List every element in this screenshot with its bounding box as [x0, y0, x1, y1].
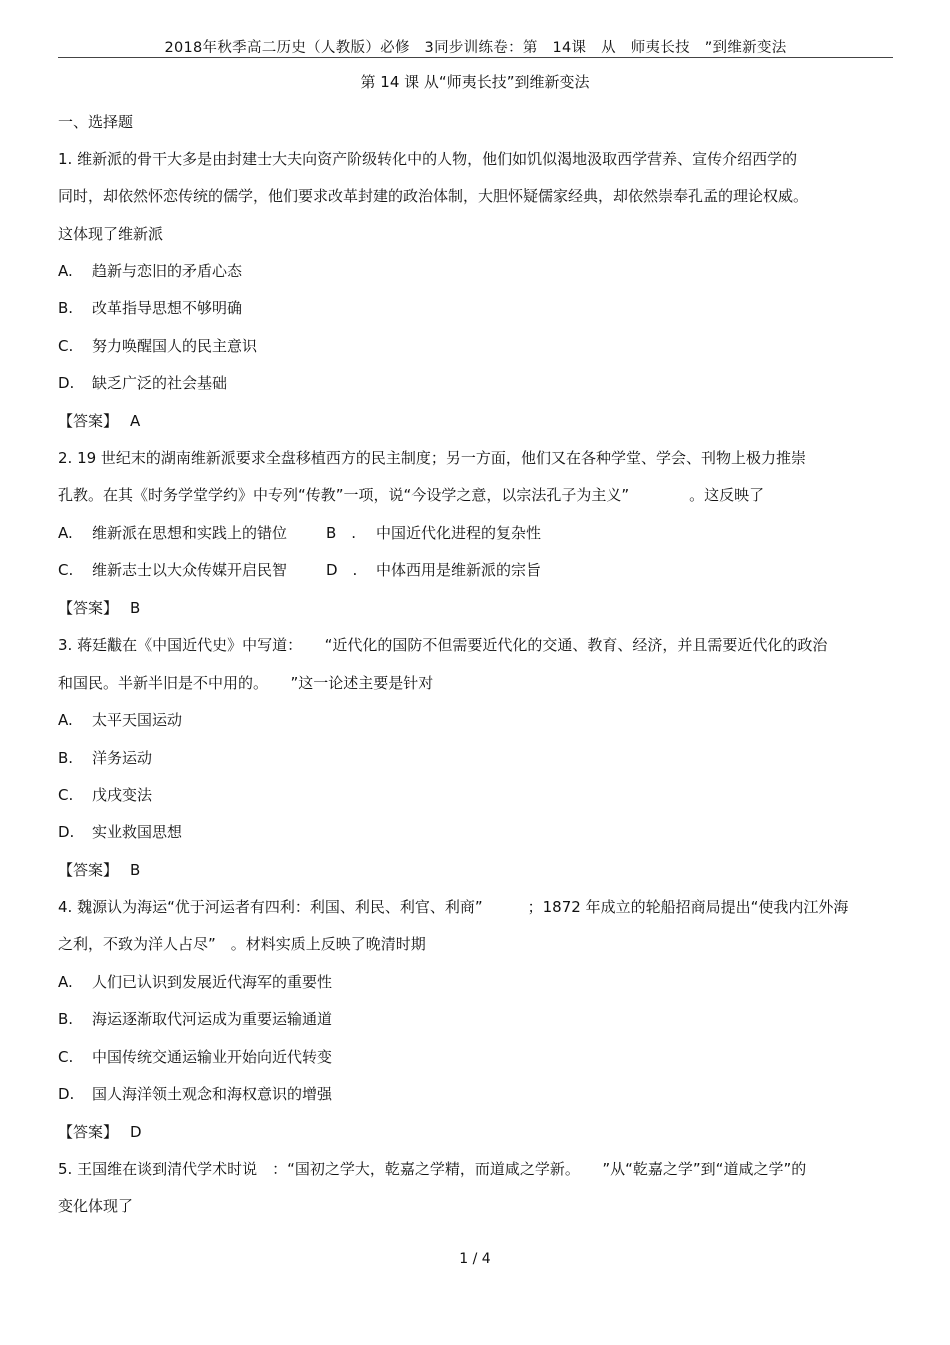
option-text: 人们已认识到发展近代海军的重要性 — [92, 973, 333, 991]
option-text: 戊戌变法 — [92, 786, 153, 804]
q2-option-d — [326, 560, 541, 580]
q2-option-b — [326, 523, 541, 543]
option-text: 维新派在思想和实践上的错位 — [92, 524, 288, 542]
option-letter: B. — [58, 299, 74, 317]
option-text: 洋务运动 — [92, 749, 153, 767]
option-letter: A. — [58, 262, 73, 280]
section-heading: 一、选择题 — [58, 113, 134, 131]
question-3-text: 和国民。半新半旧是不中用的。 ”这一论述主要是针对 — [58, 674, 434, 692]
option-text: 缺乏广泛的社会基础 — [92, 374, 228, 392]
question-5-text: 5. 王国维在谈到清代学术时说 ：“国初之学大，乾嘉之学精，而道咸之学新。 ”从“乾嘉之学”到“道咸之学”的 — [58, 1160, 807, 1178]
q4-option-d — [58, 1084, 332, 1104]
q1-option-d — [58, 373, 227, 393]
option-text: 国人海洋领土观念和海权意识的增强 — [92, 1085, 333, 1103]
q2-answer — [58, 598, 140, 618]
option-text: 趋新与恋旧的矛盾心态 — [92, 262, 243, 280]
q1-option-c — [58, 336, 257, 356]
answer-label: 【答案】 — [58, 1123, 119, 1141]
q3-option-d — [58, 822, 182, 842]
question-2-text: 孔教。在其《时务学堂学约》中专列“传教”一项，说“今设学之意，以宗法孔子为主义” 。这反映了 — [58, 486, 765, 504]
option-letter: B . — [326, 524, 357, 542]
option-letter: D. — [58, 374, 75, 392]
q4-option-c — [58, 1047, 332, 1067]
option-letter: A. — [58, 973, 73, 991]
running-header: 2018年秋季高二历史（人教版）必修 3同步训练卷：第 14课 从 师夷长技 ”到维新变法 — [164, 40, 787, 56]
option-text: 中国传统交通运输业开始向近代转变 — [92, 1048, 333, 1066]
q2-option-a — [58, 523, 287, 543]
answer-value: A — [130, 412, 141, 430]
q1-answer — [58, 411, 140, 431]
option-letter: D. — [58, 1085, 75, 1103]
question-5-text: 变化体现了 — [58, 1197, 134, 1215]
answer-label: 【答案】 — [58, 861, 119, 879]
option-letter: C. — [58, 337, 74, 355]
option-text: 改革指导思想不够明确 — [92, 299, 243, 317]
option-letter: D. — [58, 823, 75, 841]
question-4-text: 4. 魏源认为海运“优于河运者有四利：利国、利民、利官、利商” ；1872 年成立的轮船招商局提出“使我内江外海 — [58, 898, 849, 916]
answer-value: B — [130, 599, 141, 617]
option-text: 维新志士以大众传媒开启民智 — [92, 561, 288, 579]
option-letter: B. — [58, 1010, 74, 1028]
q4-answer — [58, 1122, 142, 1142]
page-number: 1 / 4 — [459, 1251, 491, 1267]
q3-option-c — [58, 785, 152, 805]
option-letter: C. — [58, 786, 74, 804]
option-letter: A. — [58, 711, 73, 729]
answer-value: D — [130, 1123, 142, 1141]
answer-label: 【答案】 — [58, 599, 119, 617]
option-text: 实业救国思想 — [92, 823, 183, 841]
option-text: 中体西用是维新派的宗旨 — [376, 561, 542, 579]
question-1-text: 这体现了维新派 — [58, 225, 164, 243]
option-text: 中国近代化进程的复杂性 — [376, 524, 542, 542]
option-text: 努力唤醒国人的民主意识 — [92, 337, 258, 355]
question-3-text: 3. 蒋廷黻在《中国近代史》中写道： “近代化的国防不但需要近代化的交通、教育、经济，并且需要近代化的政治 — [58, 636, 828, 654]
option-letter: D . — [326, 561, 358, 579]
question-4-text: 之利，不致为洋人占尽” 。材料实质上反映了晚清时期 — [58, 935, 426, 953]
lesson-title: 第 14 课 从“师夷长技”到维新变法 — [360, 73, 590, 91]
q3-option-a — [58, 710, 182, 730]
header-rule — [58, 57, 893, 58]
question-1-text: 1. 维新派的骨干大多是由封建士大夫向资产阶级转化中的人物，他们如饥似渴地汲取西学营养、宣传介绍西学的 — [58, 150, 798, 168]
q4-option-a — [58, 972, 332, 992]
q3-option-b — [58, 748, 152, 768]
option-letter: C. — [58, 1048, 74, 1066]
q4-option-b — [58, 1009, 332, 1029]
q2-option-c — [58, 560, 287, 580]
option-letter: A. — [58, 524, 73, 542]
q1-option-a — [58, 261, 242, 281]
option-text: 太平天国运动 — [92, 711, 183, 729]
question-2-text: 2. 19 世纪末的湖南维新派要求全盘移植西方的民主制度；另一方面，他们又在各种学堂、学会、刊物上极力推崇 — [58, 449, 806, 467]
option-letter: B. — [58, 749, 74, 767]
question-1-text: 同时，却依然怀恋传统的儒学，他们要求改革封建的政治体制，大胆怀疑儒家经典，却依然崇奉孔孟的理论权威。 — [58, 187, 809, 205]
option-text: 海运逐渐取代河运成为重要运输通道 — [92, 1010, 333, 1028]
answer-value: B — [130, 861, 141, 879]
q3-answer — [58, 860, 140, 880]
option-letter: C. — [58, 561, 74, 579]
q1-option-b — [58, 298, 242, 318]
answer-label: 【答案】 — [58, 412, 119, 430]
